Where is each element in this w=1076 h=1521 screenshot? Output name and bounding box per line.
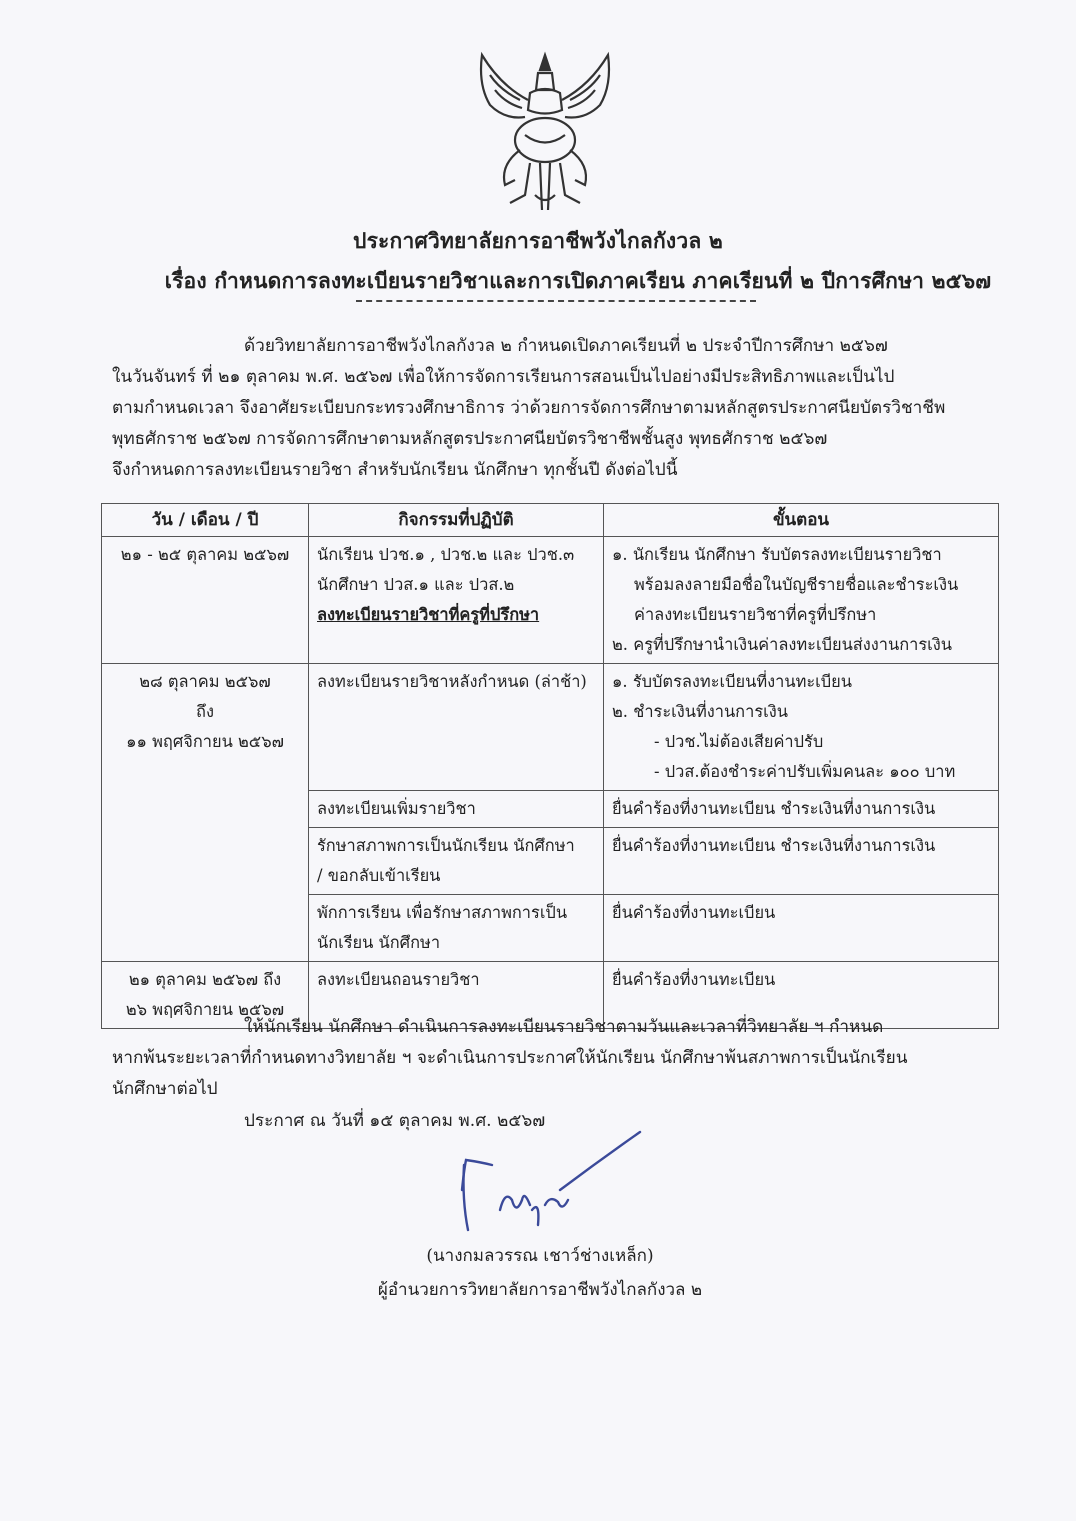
table-row bbox=[102, 537, 999, 664]
activity-line: / ขอกลับเข้าเรียน bbox=[317, 866, 441, 885]
intro-line: ในวันจันทร์ ที่ ๒๑ ตุลาคม พ.ศ. ๒๕๖๗ เพื่อให้การจัดการเรียนการสอนเป็นไปอย่างมีประสิทธิภาพและเป็นไป bbox=[112, 367, 895, 387]
date-line: ถึง bbox=[196, 702, 214, 721]
step-continuation: พร้อมลงลายมือชื่อในบัญชีรายชื่อและชำระเงิน bbox=[634, 575, 959, 594]
activity-line: รักษาสภาพการเป็นนักเรียน นักศึกษา bbox=[317, 836, 575, 855]
step-subitem: - ปวส.ต้องชำระค่าปรับเพิ่มคนละ ๑๐๐ บาท bbox=[654, 762, 956, 781]
closing-line: ให้นักเรียน นักศึกษา ดำเนินการลงทะเบียนรายวิชาตามวันและเวลาที่วิทยาลัย ฯ กำหนด bbox=[244, 1017, 884, 1037]
intro-line: พุทธศักราช ๒๕๖๗ การจัดการศึกษาตามหลักสูตรประกาศนียบัตรวิชาชีพชั้นสูง พุทธศักราช ๒๕๖๗ bbox=[112, 429, 828, 449]
announce-date: ประกาศ ณ วันที่ ๑๕ ตุลาคม พ.ศ. ๒๕๖๗ bbox=[244, 1111, 546, 1131]
date-cell: ๒๑ - ๒๕ ตุลาคม ๒๕๖๗ bbox=[102, 537, 309, 664]
step-item: ๑. นักเรียน นักศึกษา รับบัตรลงทะเบียนรายวิชา bbox=[612, 545, 942, 564]
activity-line: นักศึกษา ปวส.๑ และ ปวส.๒ bbox=[317, 575, 515, 594]
activity-emphasis: ลงทะเบียนรายวิชาที่ครูที่ปรึกษา bbox=[317, 605, 540, 624]
title-divider bbox=[356, 300, 756, 302]
closing-paragraph bbox=[112, 1012, 907, 1105]
table-header-row bbox=[102, 504, 999, 537]
garuda-emblem-icon bbox=[470, 45, 620, 215]
activity-cell: ลงทะเบียนถอนรายวิชา bbox=[309, 962, 604, 1029]
announcement-title: ประกาศวิทยาลัยการอาชีพวังไกลกังวล ๒ bbox=[353, 228, 723, 253]
steps-cell: ยื่นคำร้องที่งานทะเบียน bbox=[604, 895, 999, 962]
steps-cell: ยื่นคำร้องที่งานทะเบียน ชำระเงินที่งานการเงิน bbox=[604, 791, 999, 828]
steps-cell bbox=[604, 664, 999, 791]
intro-line: จึงกำหนดการลงทะเบียนรายวิชา สำหรับนักเรียน นักศึกษา ทุกชั้นปี ดังต่อไปนี้ bbox=[112, 460, 678, 480]
step-continuation: ค่าลงทะเบียนรายวิชาที่ครูที่ปรึกษา bbox=[634, 605, 877, 624]
activity-line: พักการเรียน เพื่อรักษาสภาพการเป็น bbox=[317, 903, 568, 922]
step-item: ๒. ชำระเงินที่งานการเงิน bbox=[612, 702, 788, 721]
date-line: ๒๖ พฤศจิกายน ๒๕๖๗ bbox=[125, 1000, 285, 1019]
activity-cell bbox=[309, 895, 604, 962]
signature-image bbox=[450, 1130, 650, 1240]
activity-cell: ลงทะเบียนเพิ่มรายวิชา bbox=[309, 791, 604, 828]
header-activity: กิจกรรมที่ปฏิบัติ bbox=[309, 504, 604, 537]
step-item: ๒. ครูที่ปรึกษานำเงินค่าลงทะเบียนส่งงานการเงิน bbox=[612, 635, 952, 654]
closing-line: นักศึกษาต่อไป bbox=[112, 1079, 218, 1099]
header-date: วัน / เดือน / ปี bbox=[102, 504, 309, 537]
date-cell bbox=[102, 664, 309, 962]
activity-line: นักเรียน ปวช.๑ , ปวช.๒ และ ปวช.๓ bbox=[317, 545, 575, 564]
activity-cell bbox=[309, 537, 604, 664]
signatory-position: ผู้อำนวยการวิทยาลัยการอาชีพวังไกลกังวล ๒ bbox=[377, 1280, 703, 1300]
step-item: ๑. รับบัตรลงทะเบียนที่งานทะเบียน bbox=[612, 672, 852, 691]
steps-cell: ยื่นคำร้องที่งานทะเบียน bbox=[604, 962, 999, 1029]
schedule-table bbox=[101, 503, 999, 1029]
intro-paragraph bbox=[112, 331, 945, 486]
closing-line: หากพ้นระยะเวลาที่กำหนดทางวิทยาลัย ฯ จะดำเนินการประกาศให้นักเรียน นักศึกษาพ้นสภาพการเป็นนักเรียน bbox=[112, 1048, 908, 1068]
date-line: ๒๘ ตุลาคม ๒๕๖๗ bbox=[139, 672, 271, 691]
announcement-subject: เรื่อง กำหนดการลงทะเบียนรายวิชาและการเปิดภาคเรียน ภาคเรียนที่ ๒ ปีการศึกษา ๒๕๖๗ bbox=[164, 268, 992, 293]
intro-line: ตามกำหนดเวลา จึงอาศัยระเบียบกระทรวงศึกษาธิการ ว่าด้วยการจัดการศึกษาตามหลักสูตรประกาศนียบัตรวิชาชีพ bbox=[112, 398, 946, 418]
activity-cell: ลงทะเบียนรายวิชาหลังกำหนด (ล่าช้า) bbox=[309, 664, 604, 791]
header-steps: ขั้นตอน bbox=[604, 504, 999, 537]
steps-cell bbox=[604, 537, 999, 664]
activity-cell bbox=[309, 828, 604, 895]
step-subitem: - ปวช.ไม่ต้องเสียค่าปรับ bbox=[654, 732, 824, 751]
activity-line: นักเรียน นักศึกษา bbox=[317, 933, 441, 952]
steps-cell: ยื่นคำร้องที่งานทะเบียน ชำระเงินที่งานการเงิน bbox=[604, 828, 999, 895]
table-row bbox=[102, 664, 999, 791]
intro-line: ด้วยวิทยาลัยการอาชีพวังไกลกังวล ๒ กำหนดเปิดภาคเรียนที่ ๒ ประจำปีการศึกษา ๒๕๖๗ bbox=[244, 336, 888, 356]
date-line: ๒๑ ตุลาคม ๒๕๖๗ ถึง bbox=[128, 970, 282, 989]
date-line: ๑๑ พฤศจิกายน ๒๕๖๗ bbox=[126, 732, 284, 751]
signatory-name: (นางกมลวรรณ เชาว์ช่างเหล็ก) bbox=[426, 1246, 654, 1266]
